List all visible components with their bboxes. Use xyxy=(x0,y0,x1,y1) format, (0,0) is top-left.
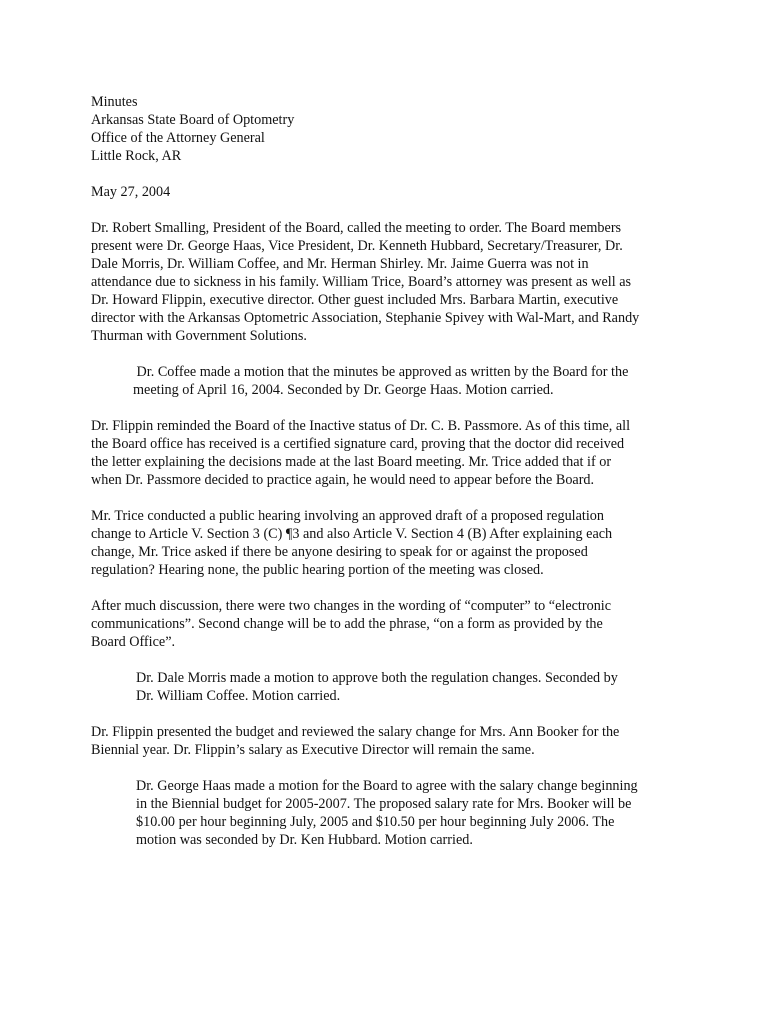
header-line: Arkansas State Board of Optometry xyxy=(91,112,295,128)
header-line: Minutes xyxy=(91,94,138,110)
text-line: when Dr. Passmore decided to practice again, he would need to appear before the Board. xyxy=(91,472,595,488)
text-line: communications”. Second change will be to add the phrase, “on a form as provided by the xyxy=(91,616,603,632)
text-line: motion was seconded by Dr. Ken Hubbard. Motion carried. xyxy=(136,832,473,848)
text-line: Dr. William Coffee. Motion carried. xyxy=(136,688,341,704)
text-line: change to Article V. Section 3 (C) ¶3 and also Article V. Section 4 (B) After explaining each xyxy=(91,526,613,542)
paragraph-wording-changes xyxy=(91,597,691,651)
text-line: $10.00 per hour beginning July, 2005 and $10.50 per hour beginning July 2006. The xyxy=(136,814,615,830)
text-line: Thurman with Government Solutions. xyxy=(91,328,307,344)
date-text: May 27, 2004 xyxy=(91,184,171,200)
motion-regulation-changes xyxy=(91,669,691,705)
text-line: meeting of April 16, 2004. Seconded by Dr. George Haas. Motion carried. xyxy=(133,382,554,398)
text-line: regulation? Hearing none, the public hearing portion of the meeting was closed. xyxy=(91,562,544,578)
text-line: Board Office”. xyxy=(91,634,176,650)
text-line: Dr. George Haas made a motion for the Board to agree with the salary change beginning xyxy=(136,778,638,794)
text-line: Dr. Howard Flippin, executive director. Other guest included Mrs. Barbara Martin, executive xyxy=(91,292,619,308)
text-line: attendance due to sickness in his family. William Trice, Board’s attorney was present as well as xyxy=(91,274,632,290)
text-line: Dale Morris, Dr. William Coffee, and Mr. Herman Shirley. Mr. Jaime Guerra was not in xyxy=(91,256,589,272)
paragraph-passmore-status xyxy=(91,417,691,489)
letterhead xyxy=(91,93,691,165)
paragraph-budget xyxy=(91,723,691,759)
motion-salary-change xyxy=(91,777,691,849)
document-page xyxy=(91,93,691,849)
text-line: Dr. Dale Morris made a motion to approve both the regulation changes. Seconded by xyxy=(136,670,618,686)
paragraph-public-hearing xyxy=(91,507,691,579)
meeting-date xyxy=(91,183,691,201)
text-line: in the Biennial budget for 2005-2007. The proposed salary rate for Mrs. Booker will be xyxy=(136,796,632,812)
text-line: Dr. Flippin presented the budget and reviewed the salary change for Mrs. Ann Booker for the xyxy=(91,724,620,740)
header-line: Little Rock, AR xyxy=(91,148,182,164)
text-line: After much discussion, there were two changes in the wording of “computer” to “electronic xyxy=(91,598,612,614)
text-line: Biennial year. Dr. Flippin’s salary as Executive Director will remain the same. xyxy=(91,742,535,758)
text-line: Mr. Trice conducted a public hearing involving an approved draft of a proposed regulation xyxy=(91,508,604,524)
header-line: Office of the Attorney General xyxy=(91,130,265,146)
text-line: Dr. Robert Smalling, President of the Board, called the meeting to order. The Board members xyxy=(91,220,622,236)
text-line: present were Dr. George Haas, Vice President, Dr. Kenneth Hubbard, Secretary/Treasurer, Dr. xyxy=(91,238,623,254)
motion-minutes-approval xyxy=(91,363,691,399)
text-line: director with the Arkansas Optometric Association, Stephanie Spivey with Wal-Mart, and Randy xyxy=(91,310,640,326)
text-line: change, Mr. Trice asked if there be anyone desiring to speak for or against the proposed xyxy=(91,544,588,560)
text-line: Dr. Flippin reminded the Board of the Inactive status of Dr. C. B. Passmore. As of this time, all xyxy=(91,418,631,434)
text-line: the letter explaining the decisions made at the last Board meeting. Mr. Trice added that if or xyxy=(91,454,612,470)
paragraph-attendance xyxy=(91,219,691,345)
text-line: the Board office has received is a certified signature card, proving that the doctor did received xyxy=(91,436,625,452)
text-line: Dr. Coffee made a motion that the minutes be approved as written by the Board for the xyxy=(133,364,629,380)
